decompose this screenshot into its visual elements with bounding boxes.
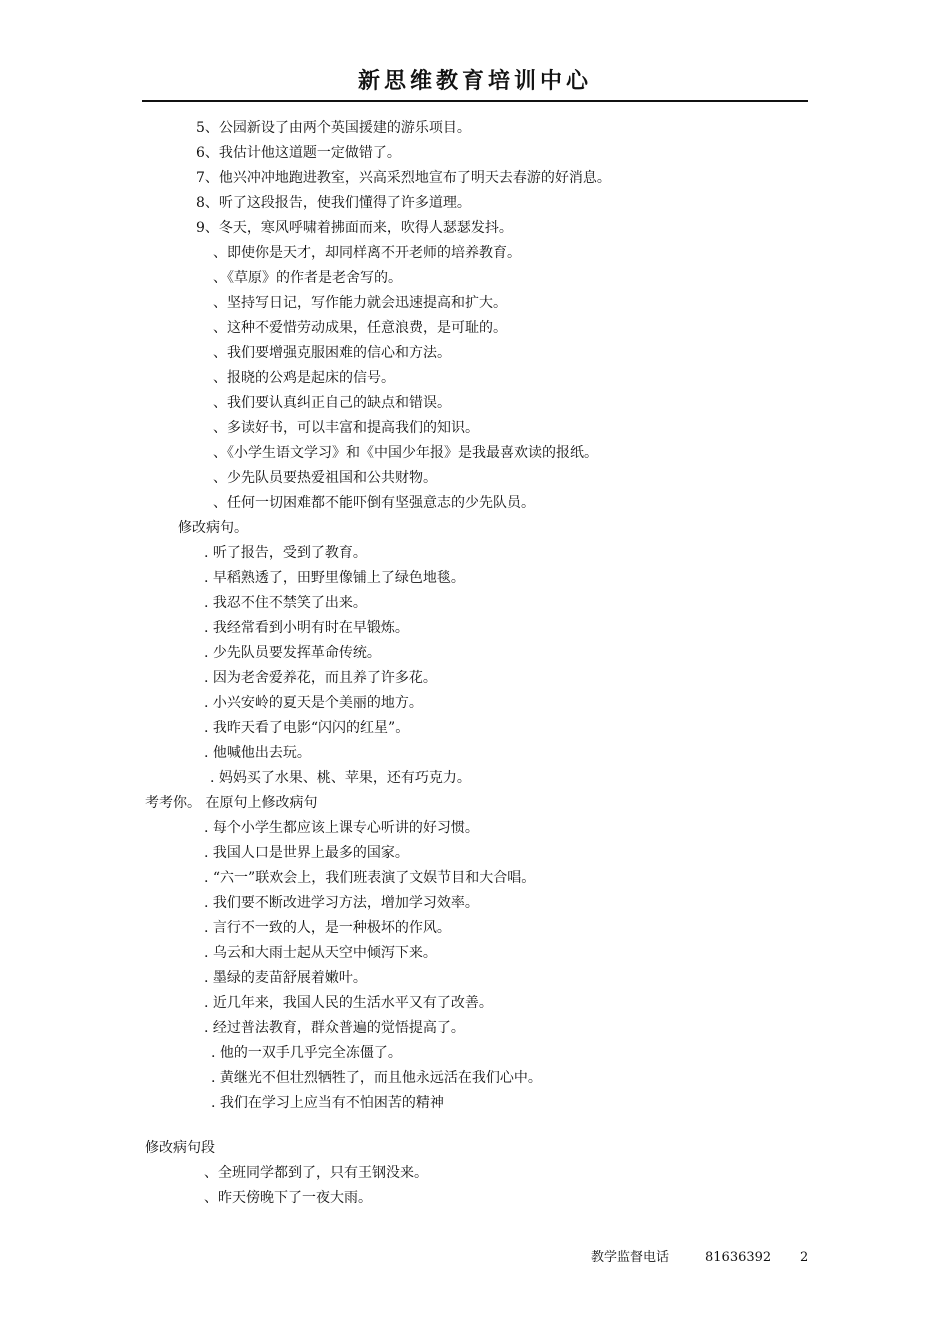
list-item: . 听了报告，受到了教育。	[204, 545, 367, 561]
sentence-8: 8、听了这段报告，使我们懂得了许多道理。	[196, 195, 471, 211]
list-item: . 我经常看到小明有时在早锻炼。	[204, 620, 409, 636]
section-heading: 考考你。 在原句上修改病句	[145, 795, 318, 811]
list-item: 、少先队员要热爱祖国和公共财物。	[213, 470, 437, 486]
list-item: . 墨绿的麦苗舒展着嫩叶。	[204, 970, 367, 986]
footer-phone: 81636392	[705, 1250, 772, 1265]
list-item: 、昨天傍晚下了一夜大雨。	[204, 1190, 372, 1206]
list-item: . 黄继光不但壮烈牺牲了，而且他永远活在我们心中。	[211, 1070, 542, 1086]
list-item: . 我们要不断改进学习方法，增加学习效率。	[204, 895, 479, 911]
list-item: . 我们在学习上应当有不怕困苦的精神	[211, 1095, 444, 1111]
list-item: . 乌云和大雨士起从天空中倾泻下来。	[204, 945, 437, 961]
list-item: 、《小学生语文学习》和《中国少年报》是我最喜欢读的报纸。	[213, 445, 598, 461]
list-item: . 早稻熟透了，田野里像铺上了绿色地毯。	[204, 570, 465, 586]
sentence-5: 5、公园新设了由两个英国援建的游乐项目。	[196, 120, 471, 136]
list-item: 、全班同学都到了，只有王钢没来。	[204, 1165, 428, 1181]
page-number: 2	[800, 1250, 809, 1265]
footer-label: 教学监督电话	[591, 1250, 670, 1265]
list-item: . 他的一双手几乎完全冻僵了。	[211, 1045, 402, 1061]
list-item: . 我昨天看了电影“闪闪的红星”。	[204, 720, 410, 736]
section-heading: 修改病句。	[178, 520, 248, 536]
list-item: . 每个小学生都应该上课专心听讲的好习惯。	[204, 820, 479, 836]
list-item: . 因为老舍爱养花，而且养了许多花。	[204, 670, 437, 686]
list-item: 、坚持写日记，写作能力就会迅速提高和扩大。	[213, 295, 507, 311]
list-item: 、《草原》的作者是老舍写的。	[213, 270, 402, 286]
sentence-7: 7、他兴冲冲地跑进教室，兴高采烈地宣布了明天去春游的好消息。	[196, 170, 611, 186]
list-item: . 他喊他出去玩。	[204, 745, 311, 761]
list-item: 、我们要增强克服困难的信心和方法。	[213, 345, 451, 361]
list-item: . 妈妈买了水果、桃、苹果，还有巧克力。	[210, 770, 471, 786]
header-rule	[142, 100, 808, 102]
list-item: . “六一”联欢会上，我们班表演了文娱节目和大合唱。	[204, 870, 536, 886]
list-item: 、我们要认真纠正自己的缺点和错误。	[213, 395, 451, 411]
list-item: 、报晓的公鸡是起床的信号。	[213, 370, 395, 386]
list-item: . 经过普法教育，群众普遍的觉悟提高了。	[204, 1020, 465, 1036]
list-item: . 言行不一致的人，是一种极坏的作风。	[204, 920, 451, 936]
list-item: . 我忍不住不禁笑了出来。	[204, 595, 367, 611]
list-item: 、任何一切困难都不能吓倒有坚强意志的少先队员。	[213, 495, 535, 511]
list-item: 、即使你是天才，却同样离不开老师的培养教育。	[213, 245, 521, 261]
list-item: . 近几年来，我国人民的生活水平又有了改善。	[204, 995, 493, 1011]
header-title: 新思维教育培训中心	[357, 69, 592, 94]
list-item: . 少先队员要发挥革命传统。	[204, 645, 381, 661]
list-item: . 小兴安岭的夏天是个美丽的地方。	[204, 695, 423, 711]
sentence-9: 9、冬天，寒风呼啸着拂面而来，吹得人瑟瑟发抖。	[196, 220, 513, 236]
sentence-6: 6、我估计他这道题一定做错了。	[196, 145, 401, 161]
list-item: . 我国人口是世界上最多的国家。	[204, 845, 409, 861]
list-item: 、多读好书，可以丰富和提高我们的知识。	[213, 420, 479, 436]
section-heading: 修改病句段	[145, 1140, 215, 1156]
list-item: 、这种不爱惜劳动成果，任意浪费，是可耻的。	[213, 320, 507, 336]
